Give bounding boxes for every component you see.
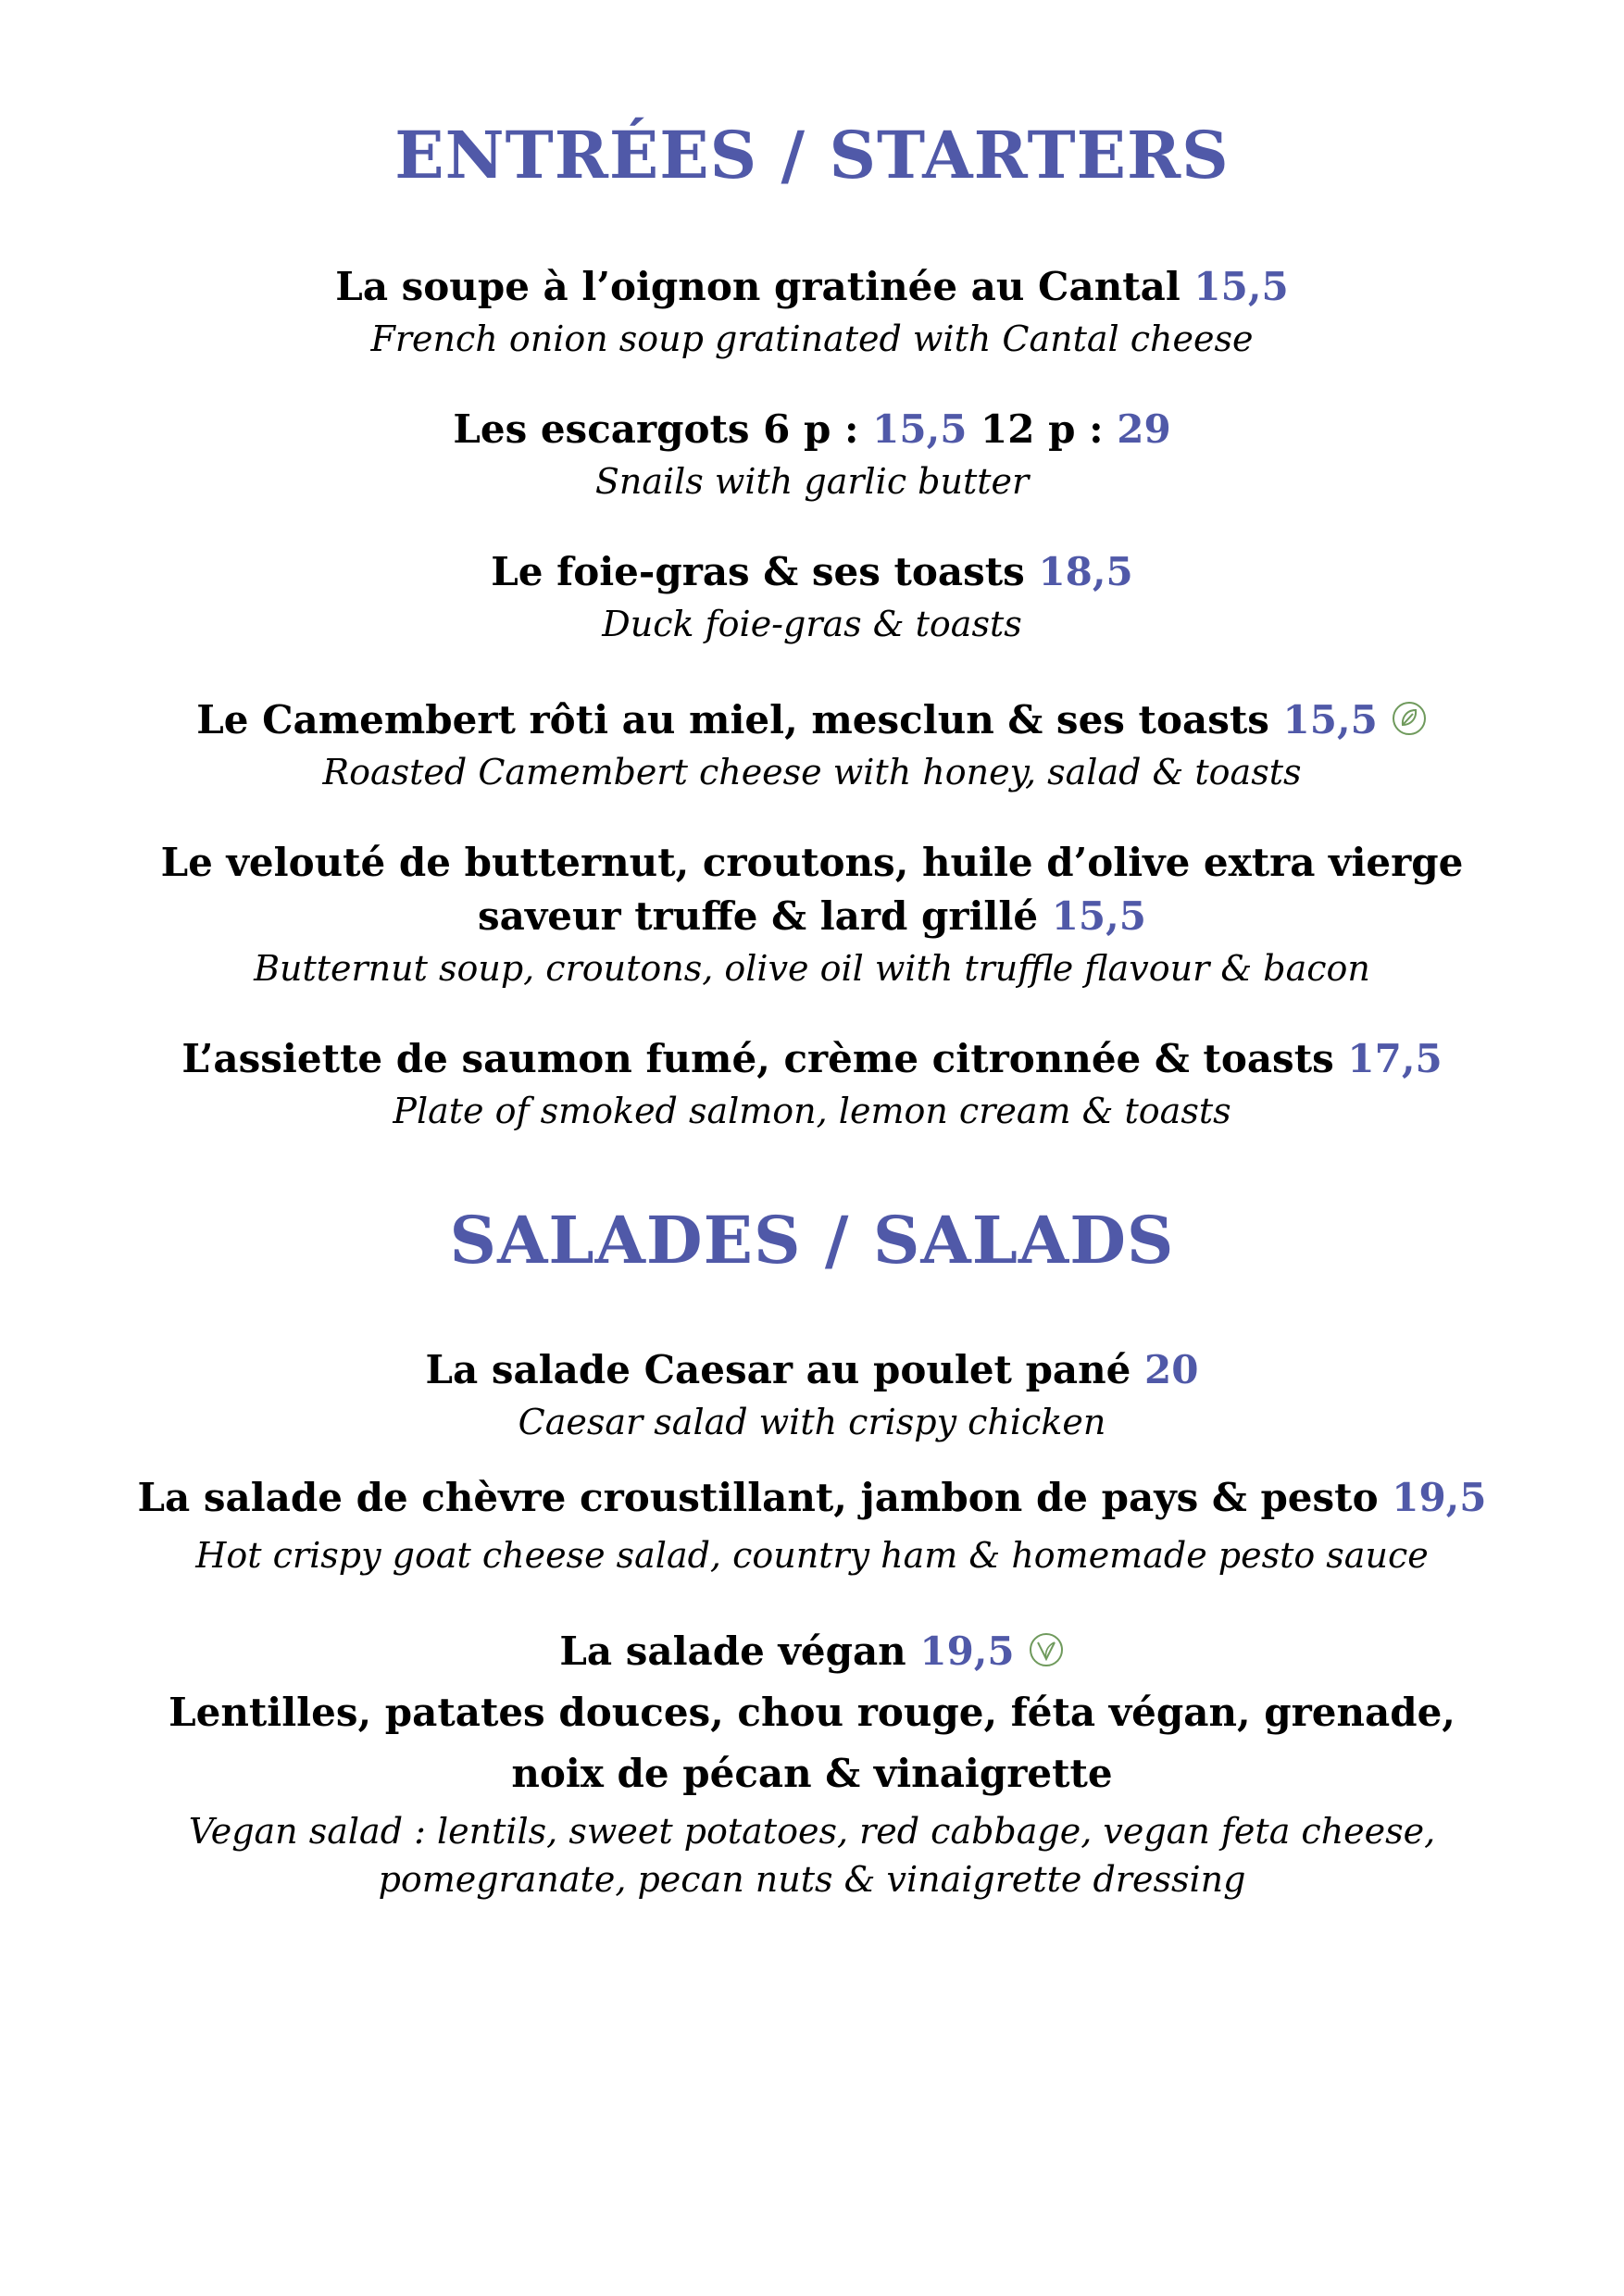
dish-ingredients-line: noix de pécan & vinaigrette [511,1751,1113,1796]
dish-name [0,1624,1624,1679]
dish-name [0,1031,1624,1087]
dish-price: 15,5 [872,406,968,452]
dish-title: Le foie-gras & ses toasts [491,549,1025,594]
dish-description: Vegan salad : lentils, sweet potatoes, red cabbage, vegan feta cheese, [188,1811,1436,1852]
dish-price: 19,5 [1392,1475,1487,1520]
dish-title-portion: 12 p : [967,406,1118,452]
dish-price: 29 [1117,406,1171,452]
dish-title: La salade végan [559,1628,906,1674]
dish-name [0,1470,1624,1526]
dish-name [0,544,1624,600]
dish-price: 20 [1144,1347,1199,1392]
dish-description: pomegranate, pecan nuts & vinaigrette dressing [378,1859,1246,1900]
dish-description: Plate of smoked salmon, lemon cream & toasts [393,1091,1231,1131]
dish-price: 15,5 [1051,893,1146,939]
dish-name [0,693,1624,748]
dish-price: 15,5 [1193,264,1289,309]
dish-name [0,402,1624,457]
dish-name [0,259,1624,315]
dish-title: La soupe à l’oignon gratinée au Cantal [335,264,1181,309]
dish-description: French onion soup gratinated with Cantal cheese [370,318,1254,359]
dish-name [0,889,1624,944]
salads-heading: SALADES / SALADS [449,1202,1175,1279]
dish-title: Les escargots 6 p : [453,406,873,452]
dish-name [0,1342,1624,1398]
dish-description: Caesar salad with crispy chicken [518,1402,1106,1442]
dish-price: 18,5 [1038,549,1133,594]
dish-title: saveur truffe & lard grillé [478,893,1039,939]
dish-price: 15,5 [1282,697,1378,742]
dish-title: L’assiette de saumon fumé, crème citronnée & toasts [181,1036,1334,1081]
dish-description: Butternut soup, croutons, olive oil with truffle flavour & bacon [254,948,1370,989]
dish-ingredients-line: Lentilles, patates douces, chou rouge, féta végan, grenade, [169,1690,1455,1735]
dish-price: 19,5 [919,1628,1015,1674]
dish-price: 17,5 [1347,1036,1443,1081]
starters-heading: ENTRÉES / STARTERS [394,117,1230,193]
dish-title: Le Camembert rôti au miel, mesclun & ses toasts [196,697,1269,742]
dish-description: Duck foie-gras & toasts [602,604,1022,644]
dish-description: Roasted Camembert cheese with honey, salad & toasts [322,752,1302,792]
leaf-icon [1391,700,1428,737]
dish-title: La salade Caesar au poulet pané [425,1347,1131,1392]
dish-description: Hot crispy goat cheese salad, country ham & homemade pesto sauce [195,1535,1429,1576]
v-leaf-icon [1028,1631,1065,1668]
dish-name-line: Le velouté de butternut, croutons, huile d’olive extra vierge [160,840,1464,885]
dish-title: La salade de chèvre croustillant, jambon de pays & pesto [137,1475,1379,1520]
dish-description: Snails with garlic butter [594,461,1030,502]
